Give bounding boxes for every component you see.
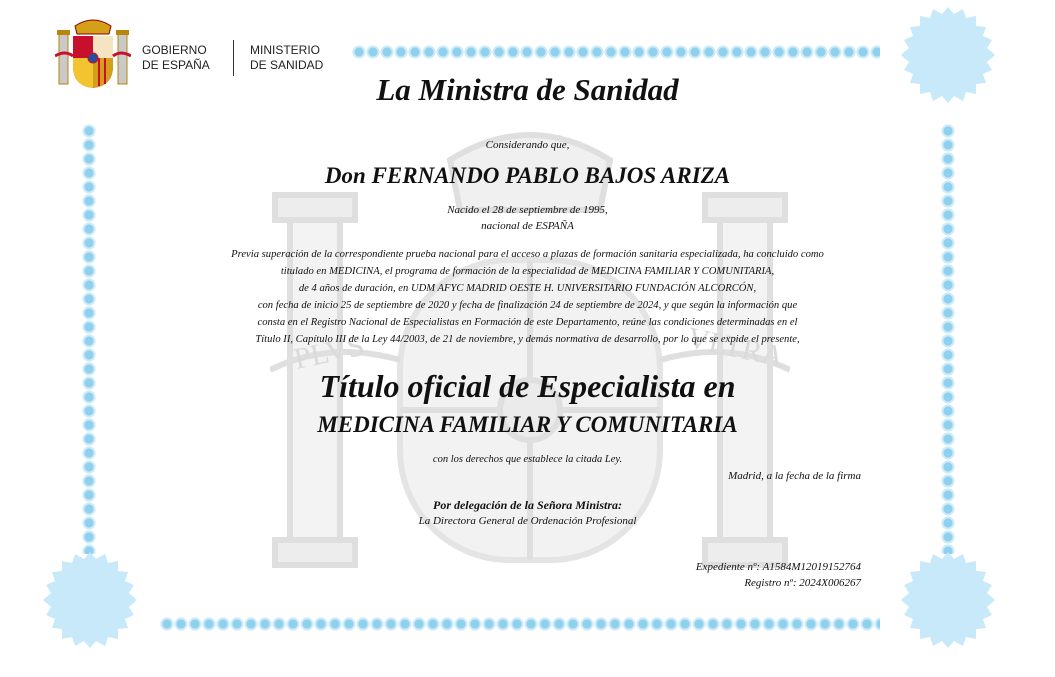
body-line-5: consta en el Registro Nacional de Especialistas en Formación de este Departamento, reúne las condiciones determinadas en el [257,317,798,328]
degree-title: Título oficial de Especialista en [319,368,736,404]
watermark-motto-left: PLVS [291,328,367,376]
place-date: Madrid, a la fecha de la firma [728,470,861,482]
header-divider [233,40,234,76]
government-label-line1: GOBIERNO [142,43,207,57]
body-line-6: Título II, Capítulo III de la Ley 44/2003, de 21 de noviembre, y demás normativa de desarrollo, por lo que se expide el presente, [255,334,800,345]
rosette-bottom-right [898,550,998,650]
ministry-label-line2: DE SANIDAD [250,58,324,72]
watermark-motto-right: VLTRA [684,321,787,374]
government-label [142,43,210,73]
border-bottom [160,617,880,631]
rosette-bottom-left [40,550,140,650]
delegation-line: Por delegación de la Señora Ministra: [432,498,622,512]
specialty-name: MEDICINA FAMILIAR Y COMUNITARIA [317,412,738,437]
body-line-3: de 4 años de duración, en UDM AFYC MADRID OESTE H. UNIVERSITARIO FUNDACIÓN ALCORCÓN, [298,283,757,294]
body-paragraph [0,246,1055,348]
body-line-4: con fecha de inicio 25 de septiembre de 2020 y fecha de finalización 24 de septiembre de 2024, y que según la información que [257,300,798,311]
expediente-number: Expediente nº: A1584M12019152764 [695,561,861,573]
government-label-line2: DE ESPAÑA [142,58,210,72]
signer-title: La Directora General de Ordenación Profesional [418,515,637,527]
registro-number: Registro nº: 2024X006267 [744,577,861,589]
body-line-2: titulado en MEDICINA, el programa de formación de la especialidad de MEDICINA FAMILIAR Y COMUNITARIA, [280,266,775,277]
ministry-label [250,43,323,73]
ministry-label-line1: MINISTERIO [250,43,321,57]
birth-line: Nacido el 28 de septiembre de 1995, [447,204,608,216]
border-top [352,45,880,59]
document-title: La Ministra de Sanidad [376,72,679,107]
considerando-line: Considerando que, [485,139,570,151]
body-line-1: Previa superación de la correspondiente prueba nacional para el acceso a plazas de formación sanitaria especializada, ha concluido como [231,249,824,260]
rights-line: con los derechos que establece la citada Ley. [432,454,623,465]
nationality-line: nacional de ESPAÑA [481,220,574,232]
recipient-name: Don FERNANDO PABLO BAJOS ARIZA [324,163,731,188]
